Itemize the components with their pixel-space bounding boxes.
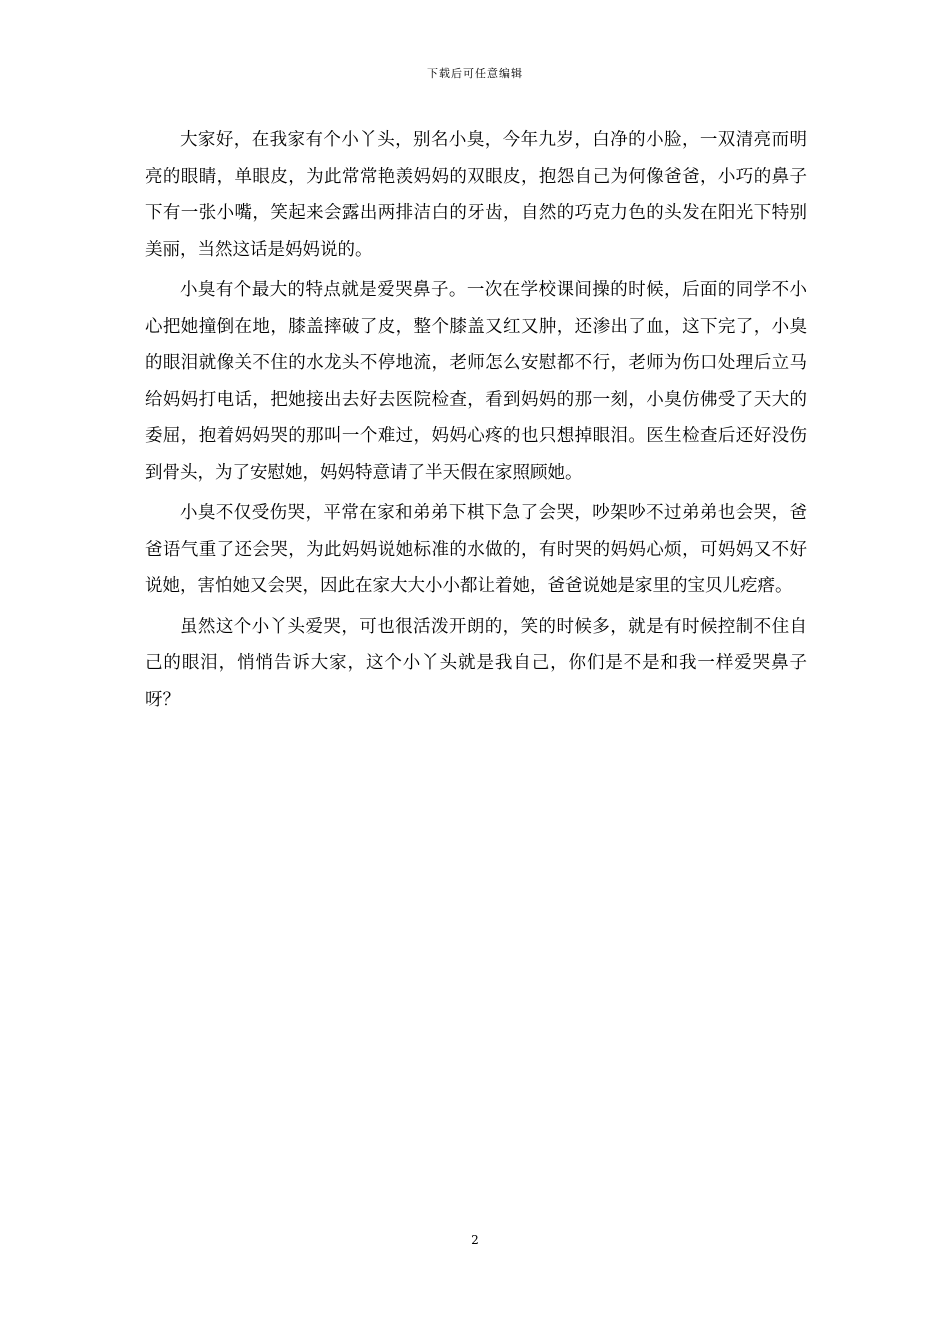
document-body <box>145 122 807 722</box>
paragraph-2: 小臭有个最大的特点就是爱哭鼻子。一次在学校课间操的时候，后面的同学不小心把她撞倒在地，膝盖摔破了皮，整个膝盖又红又肿，还渗出了血，这下完了，小臭的眼泪就像关不住的水龙头不停地流，老师怎么安慰都不行，老师为伤口处理后立马给妈妈打电话，把她接出去好去医院检查，看到妈妈的那一刻，小臭仿佛受了天大的委屈，抱着妈妈哭的那叫一个难过，妈妈心疼的也只想掉眼泪。医生检查后还好没伤到骨头，为了安慰她，妈妈特意请了半天假在家照顾她。 <box>145 280 807 483</box>
paragraph-3: 小臭不仅受伤哭，平常在家和弟弟下棋下急了会哭，吵架吵不过弟弟也会哭，爸爸语气重了还会哭，为此妈妈说她标准的水做的，有时哭的妈妈心烦，可妈妈又不好说她，害怕她又会哭，因此在家大大小小都让着她，爸爸说她是家里的宝贝儿疙瘩。 <box>145 503 807 596</box>
paragraph-1: 大家好，在我家有个小丫头，别名小臭，今年九岁，白净的小脸，一双清亮而明亮的眼睛，单眼皮，为此常常艳羡妈妈的双眼皮，抱怨自己为何像爸爸，小巧的鼻子下有一张小嘴，笑起来会露出两排洁白的牙齿，自然的巧克力色的头发在阳光下特别美丽，当然这话是妈妈说的。 <box>145 130 807 260</box>
paragraph-4: 虽然这个小丫头爱哭，可也很活泼开朗的，笑的时候多，就是有时候控制不住自己的眼泪，悄悄告诉大家，这个小丫头就是我自己，你们是不是和我一样爱哭鼻子呀？ <box>145 616 807 710</box>
page-number: 2 <box>471 1233 479 1247</box>
page-header: 下载后可任意编辑 <box>427 67 523 80</box>
